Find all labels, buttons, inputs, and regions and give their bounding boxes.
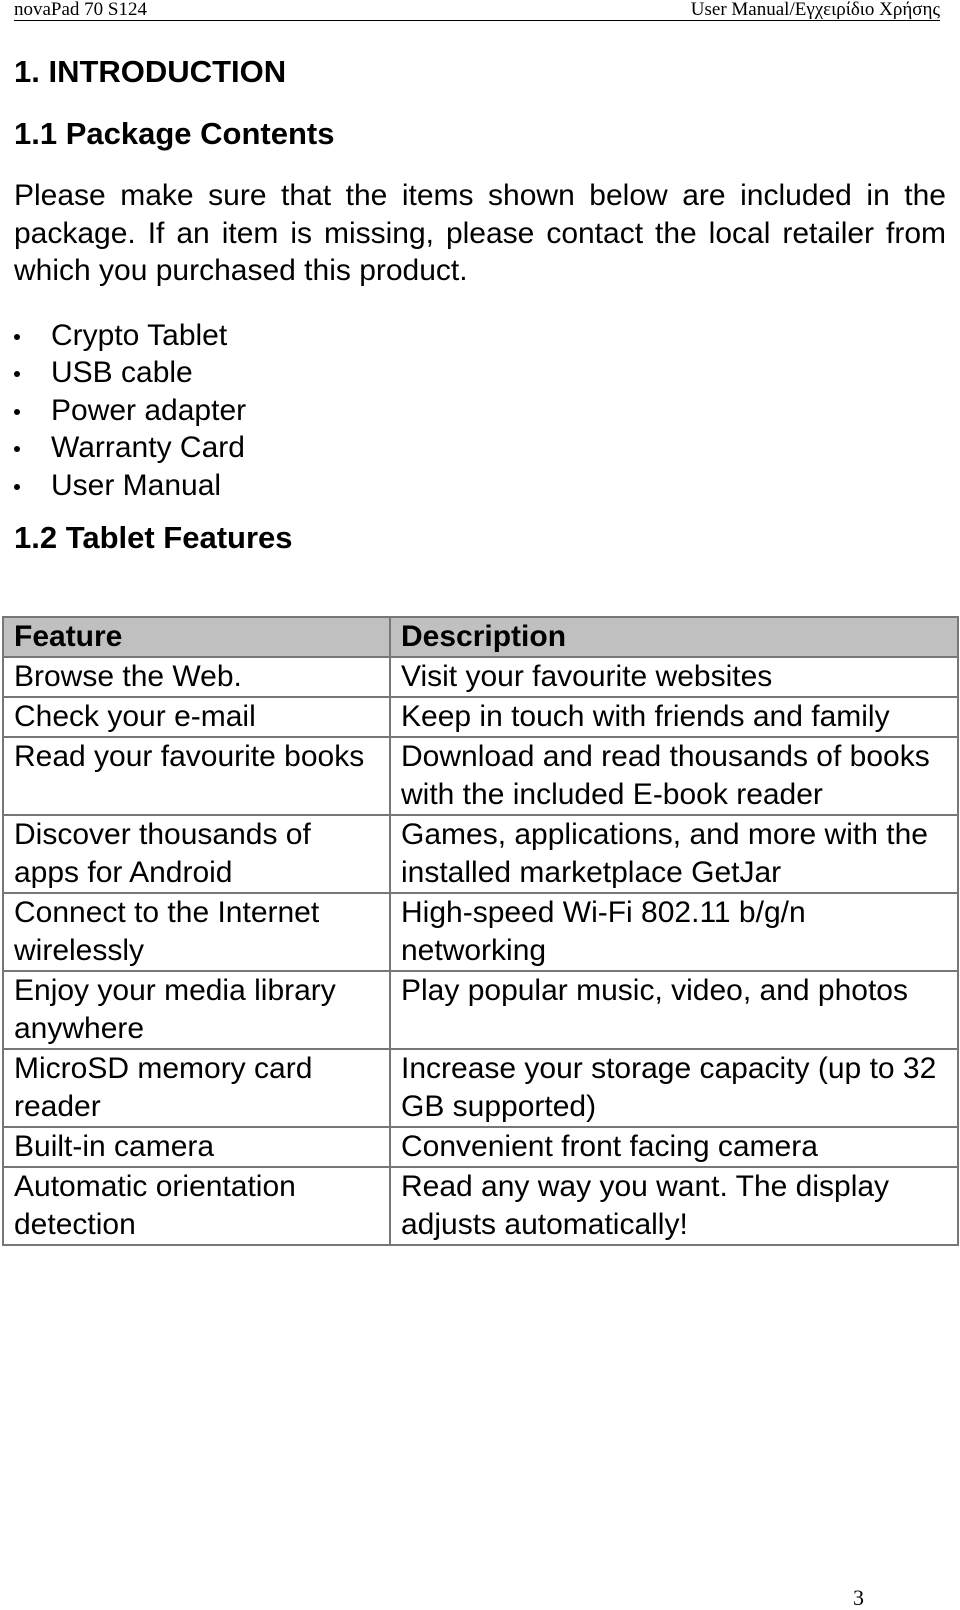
feature-cell: Connect to the Internet wirelessly — [3, 893, 390, 971]
list-item — [14, 354, 946, 392]
feature-cell: Read your favourite books — [3, 737, 390, 815]
running-header — [14, 0, 940, 21]
description-cell: Read any way you want. The display adjusts automatically! — [390, 1167, 958, 1245]
features-table — [2, 616, 959, 1246]
column-header-description: Description — [390, 617, 958, 657]
bullet-icon — [14, 446, 20, 452]
description-cell: Visit your favourite websites — [390, 657, 958, 697]
page-content — [14, 52, 946, 592]
table-row — [3, 971, 958, 1049]
feature-cell: Browse the Web. — [3, 657, 390, 697]
feature-cell: MicroSD memory card reader — [3, 1049, 390, 1127]
table-row — [3, 737, 958, 815]
table-row — [3, 815, 958, 893]
description-cell: Play popular music, video, and photos — [390, 971, 958, 1049]
feature-cell: Discover thousands of apps for Android — [3, 815, 390, 893]
table-row — [3, 1127, 958, 1167]
bullet-icon — [14, 334, 20, 340]
header-product-name: novaPad 70 S124 — [14, 0, 147, 20]
list-item — [14, 467, 946, 505]
list-item-label: User Manual — [51, 468, 222, 502]
description-cell: Keep in touch with friends and family — [390, 697, 958, 737]
package-contents-list — [14, 317, 946, 505]
table-header-row — [3, 617, 958, 657]
feature-cell: Automatic orientation detection — [3, 1167, 390, 1245]
section-title-package-contents: 1.1 Package Contents — [14, 116, 335, 151]
feature-cell: Built-in camera — [3, 1127, 390, 1167]
list-item-label: Power adapter — [51, 393, 247, 427]
list-item-label: USB cable — [51, 356, 193, 389]
list-item — [14, 392, 946, 430]
list-item — [14, 429, 946, 467]
bullet-icon — [14, 409, 20, 415]
table-row — [3, 697, 958, 737]
description-cell: Increase your storage capacity (up to 32 GB supported) — [390, 1049, 958, 1127]
package-contents-intro: Please make sure that the items shown below are included in the package. If an item is missing, please contact the local retailer from which you purchased this product. — [14, 179, 946, 287]
bullet-icon — [14, 371, 20, 377]
list-item-label: Crypto Tablet — [51, 318, 228, 352]
section-title-tablet-features: 1.2 Tablet Features — [14, 520, 293, 555]
list-item-label: Warranty Card — [51, 431, 245, 464]
feature-cell: Check your e-mail — [3, 697, 390, 737]
table-row — [3, 1167, 958, 1245]
table-row — [3, 893, 958, 971]
table-row — [3, 657, 958, 697]
feature-cell: Enjoy your media library anywhere — [3, 971, 390, 1049]
description-cell: Convenient front facing camera — [390, 1127, 958, 1167]
list-item — [14, 317, 946, 355]
description-cell: High-speed Wi-Fi 802.11 b/g/n networking — [390, 893, 958, 971]
column-header-feature: Feature — [3, 617, 390, 657]
page-number: 3 — [853, 1585, 864, 1610]
section-title-introduction: 1. INTRODUCTION — [14, 54, 287, 89]
table-row — [3, 1049, 958, 1127]
description-cell: Games, applications, and more with the installed marketplace GetJar — [390, 815, 958, 893]
header-document-title: User Manual/Εγχειρίδιο Χρήσης — [690, 0, 940, 20]
description-cell: Download and read thousands of books with the included E-book reader — [390, 737, 958, 815]
bullet-icon — [14, 484, 20, 490]
